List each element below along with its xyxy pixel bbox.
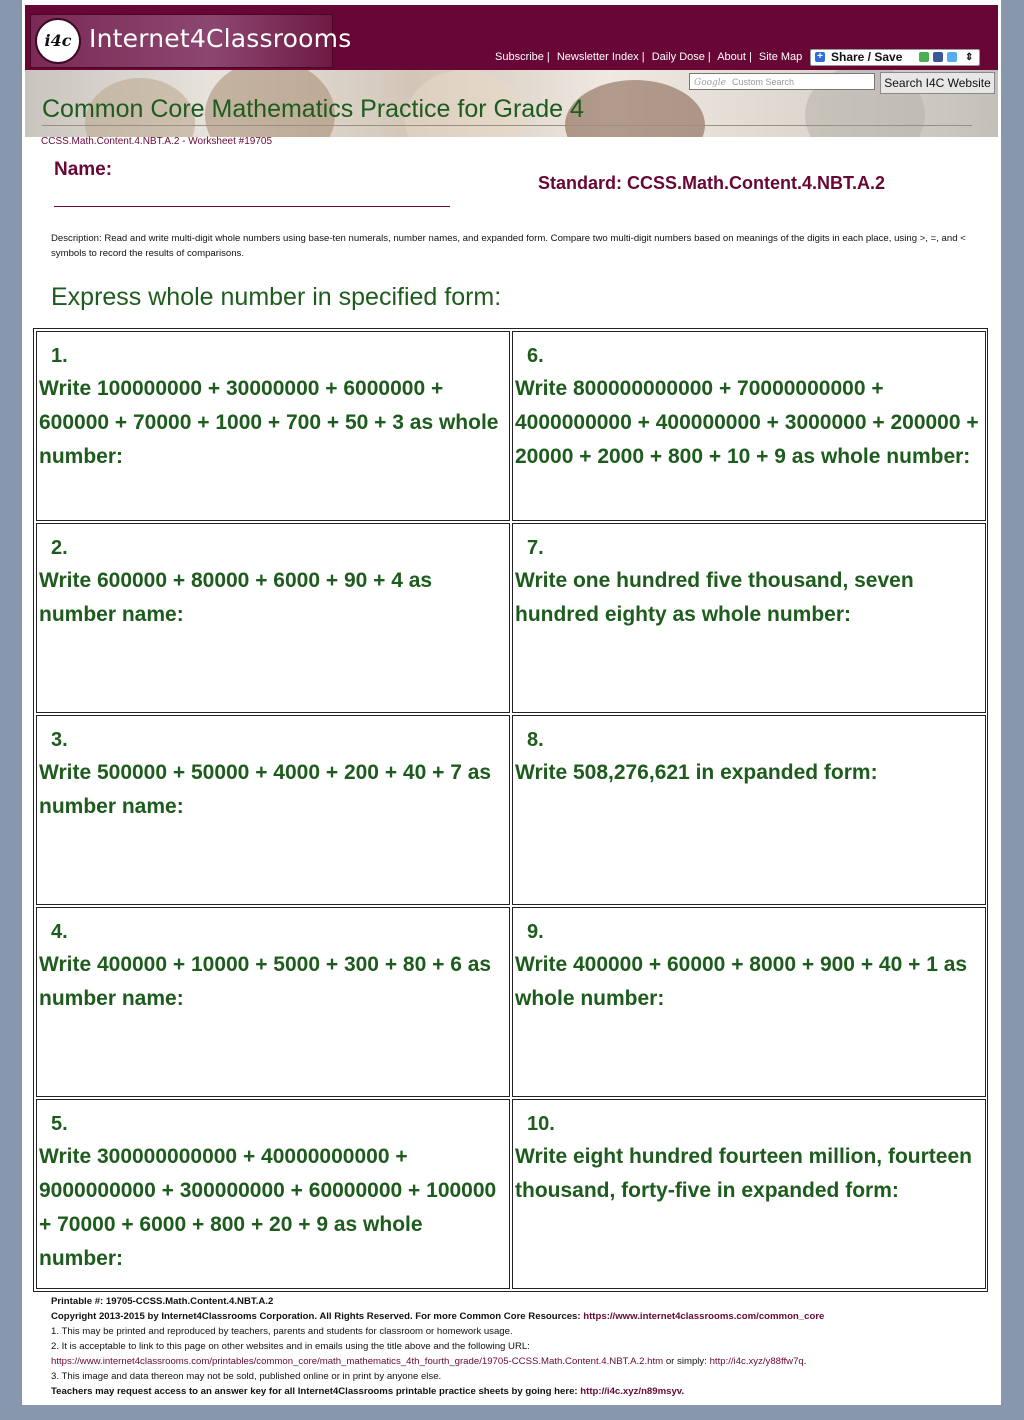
question-cell-5 <box>36 1099 510 1289</box>
description-text: Description: Read and write multi-digit whole numbers using base-ten numerals, number names, and expanded form. Compare two multi-digit numbers based on meanings of the digits in each place, using >, =, and < symbols to record the results of comparisons. <box>51 233 966 259</box>
logo-text: Internet4Classrooms <box>89 24 352 53</box>
answer-key-line: Teachers may request access to an answer key for all Internet4Classrooms printable practice sheets by going here: http://i4c.xyz/n89msyv. <box>51 1386 685 1397</box>
header-bar <box>25 5 998 70</box>
usage-note-3: 3. This image and data thereon may not be sold, published online or in print by anyone else. <box>51 1371 442 1382</box>
question-number: 2. <box>51 537 68 559</box>
site-logo[interactable] <box>30 14 352 68</box>
nav-separator: | <box>707 51 711 63</box>
questions-table <box>33 328 988 1292</box>
question-text: Write 600000 + 80000 + 6000 + 90 + 4 as number name: <box>39 569 433 626</box>
usage-note-2: 2. It is acceptable to link to this page on other websites and in emails using the title above and the following URL: <box>51 1341 530 1352</box>
short-url-link[interactable]: http://i4c.xyz/y88ffw7q <box>709 1356 804 1367</box>
question-text: Write 300000000000 + 40000000000 + 9000000000 + 300000000 + 60000000 + 100000 + 70000 + 6000 + 800 + 20 + 9 as whole number: <box>39 1145 497 1270</box>
question-number: 5. <box>51 1113 68 1135</box>
question-text: Write 400000 + 10000 + 5000 + 300 + 80 + 6 as number name: <box>39 953 492 1010</box>
question-cell-9 <box>512 907 986 1097</box>
nav-link-site-map[interactable]: Site Map <box>758 51 803 63</box>
question-cell-8 <box>512 715 986 905</box>
nav-link-newsletter-index[interactable]: Newsletter Index <box>556 51 639 63</box>
answer-key-text: Teachers may request access to an answer key for all Internet4Classrooms printable practice sheets by going here: <box>51 1386 578 1397</box>
search-button[interactable]: Search I4C Website <box>880 72 995 94</box>
twitter-icon[interactable] <box>947 52 957 62</box>
name-blank-line <box>54 206 450 207</box>
top-nav <box>495 51 802 63</box>
url-line: https://www.internet4classrooms.com/printables/common_core/math_mathematics_4th_fourth_grade/19705-CCSS.Math.Content.4.NBT.A.2.htm or simply: http://i4c.xyz/y88ffw7q. <box>51 1356 807 1367</box>
google-brand: Google <box>694 78 726 88</box>
share-label: Share / Save <box>831 50 903 64</box>
name-label: Name: <box>54 159 113 180</box>
question-number: 10. <box>527 1113 555 1135</box>
question-cell-1 <box>36 331 510 521</box>
question-text: Write eight hundred fourteen million, fourteen thousand, forty-five in expanded form: <box>515 1145 972 1202</box>
search-input[interactable] <box>689 73 875 90</box>
nav-separator: | <box>641 51 645 63</box>
usage-note-1: 1. This may be printed and reproduced by teachers, parents and students for classroom or homework usage. <box>51 1326 513 1337</box>
common-core-link[interactable]: https://www.internet4classrooms.com/common_core <box>583 1311 825 1322</box>
share-save-button[interactable] <box>810 49 980 66</box>
nav-separator: | <box>748 51 752 63</box>
worksheet-id: CCSS.Math.Content.4.NBT.A.2 - Worksheet #19705 <box>41 136 273 147</box>
question-cell-7 <box>512 523 986 713</box>
question-number: 7. <box>527 537 544 559</box>
footer <box>51 1294 991 1399</box>
worksheet-url-link[interactable]: https://www.internet4classrooms.com/printables/common_core/math_mathematics_4th_fourth_grade/19705-CCSS.Math.Content.4.NBT.A.2.htm <box>51 1356 664 1367</box>
standard-label: Standard: CCSS.Math.Content.4.NBT.A.2 <box>538 173 886 193</box>
share-dropdown-icon[interactable]: ⇕ <box>965 52 974 63</box>
question-cell-6 <box>512 331 986 521</box>
question-number: 3. <box>51 729 68 751</box>
question-cell-10 <box>512 1099 986 1289</box>
question-number: 6. <box>527 345 544 367</box>
question-number: 4. <box>51 921 68 943</box>
answer-key-link[interactable]: http://i4c.xyz/n89msyv <box>580 1386 682 1397</box>
email-share-icon[interactable] <box>919 52 929 62</box>
or-simply-text: or simply: <box>665 1356 707 1367</box>
question-cell-4 <box>36 907 510 1097</box>
nav-link-about[interactable]: About <box>717 51 746 63</box>
question-cell-3 <box>36 715 510 905</box>
title-divider <box>42 125 972 126</box>
instruction-heading: Express whole number in specified form: <box>51 283 502 311</box>
question-text: Write one hundred five thousand, seven hundred eighty as whole number: <box>515 569 914 626</box>
question-cell-2 <box>36 523 510 713</box>
question-text: Write 508,276,621 in expanded form: <box>515 761 878 784</box>
page-title: Common Core Mathematics Practice for Grade 4 <box>42 95 584 123</box>
question-number: 1. <box>51 345 68 367</box>
question-text: Write 500000 + 50000 + 4000 + 200 + 40 + 7 as number name: <box>39 761 492 818</box>
facebook-icon[interactable] <box>933 52 943 62</box>
question-text: Write 400000 + 60000 + 8000 + 900 + 40 + 1 as whole number: <box>515 953 968 1010</box>
question-text: Write 100000000 + 30000000 + 6000000 + 600000 + 70000 + 1000 + 700 + 50 + 3 as whole number: <box>39 377 499 468</box>
question-number: 9. <box>527 921 544 943</box>
nav-separator: | <box>546 51 550 63</box>
copyright-line <box>51 1309 991 1324</box>
share-plus-icon: + <box>815 52 825 62</box>
printable-number: Printable #: 19705-CCSS.Math.Content.4.NBT.A.2 <box>51 1296 274 1307</box>
page-sheet <box>22 0 1001 1405</box>
nav-link-daily-dose[interactable]: Daily Dose <box>651 51 705 63</box>
search-placeholder: Custom Search <box>732 77 795 87</box>
question-text: Write 800000000000 + 70000000000 + 4000000000 + 400000000 + 3000000 + 200000 + 20000 + 2000 + 800 + 10 + 9 as whole number: <box>515 377 979 468</box>
copyright-text: Copyright 2013-2015 by Internet4Classrooms Corporation. All Rights Reserved. For more Common Core Resources: <box>51 1311 581 1322</box>
nav-link-subscribe[interactable]: Subscribe <box>495 51 544 63</box>
question-number: 8. <box>527 729 544 751</box>
logo-badge-icon: i4c <box>35 18 81 64</box>
